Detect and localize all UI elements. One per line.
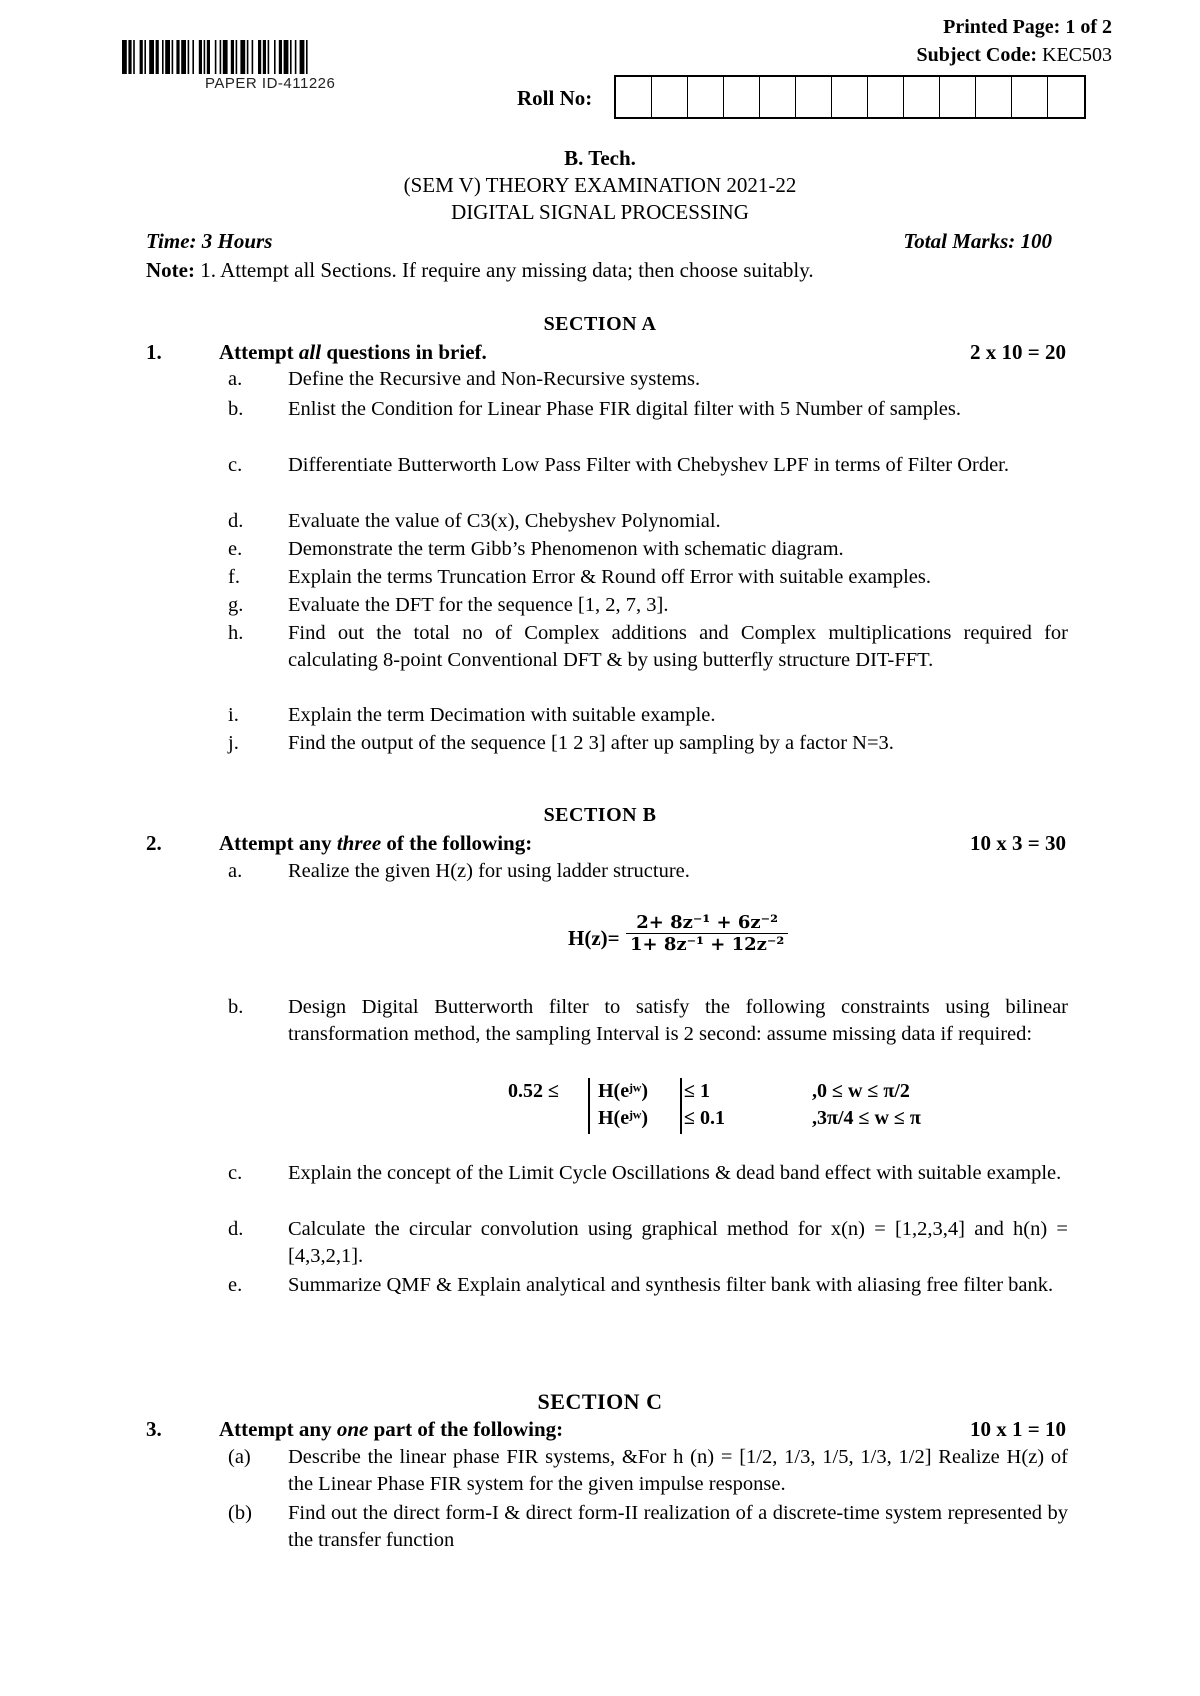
question-letter: i. (228, 704, 239, 726)
question-item (228, 620, 1068, 674)
question-item (228, 564, 1068, 591)
section-a-marks: 2 x 10 = 20 (970, 340, 1066, 364)
degree-title: B. Tech. (564, 146, 636, 170)
question-letter: d. (228, 1218, 244, 1240)
hz-fraction (626, 912, 788, 955)
roll-number-box[interactable] (616, 77, 652, 117)
question-text: Explain the terms Truncation Error & Round off Error with suitable examples. (288, 566, 931, 588)
question-letter: h. (228, 622, 244, 644)
ineq-h1: H(eʲʷ) (598, 1080, 649, 1102)
note-label: Note: (146, 258, 195, 282)
question-letter: b. (228, 996, 244, 1018)
question-item (228, 730, 1068, 757)
question-text: Demonstrate the term Gibb’s Phenomenon with schematic diagram. (288, 538, 844, 560)
question-text: Enlist the Condition for Linear Phase FIR digital filter with 5 Number of samples. (288, 398, 961, 420)
question-letter: c. (228, 454, 243, 476)
ineq-c1: ,0 ≤ w ≤ π/2 (812, 1080, 910, 1102)
question-item (228, 994, 1068, 1048)
question-item (228, 396, 1068, 423)
question-letter: a. (228, 860, 243, 882)
roll-number-box[interactable] (688, 77, 724, 117)
section-a-qnum: 1. (146, 340, 162, 364)
paper-id: PAPER ID-411226 (205, 75, 336, 92)
ineq-lower: 0.52 ≤ (508, 1080, 559, 1102)
subject-code-value: KEC503 (1042, 44, 1112, 66)
question-text: Differentiate Butterworth Low Pass Filter with Chebyshev LPF in terms of Filter Order. (288, 454, 1010, 476)
question-letter: e. (228, 538, 243, 560)
note (146, 258, 814, 283)
ineq-r2: ≤ 0.1 (684, 1107, 725, 1129)
barcode (122, 40, 458, 74)
roll-number-box[interactable] (832, 77, 868, 117)
roll-number-box[interactable] (868, 77, 904, 117)
question-text: Describe the linear phase FIR systems, &For h (n) = [1/2, 1/3, 1/5, 1/3, 1/2] Realize H(z) of the Linear Phase FIR system for the given impulse response. (288, 1446, 1068, 1495)
abs-bar-right (680, 1078, 682, 1134)
roll-number-box[interactable] (652, 77, 688, 117)
roll-number-box[interactable] (796, 77, 832, 117)
section-c-marks: 10 x 1 = 10 (970, 1417, 1066, 1441)
roll-number-box[interactable] (760, 77, 796, 117)
question-item (228, 366, 1068, 393)
roll-number-box[interactable] (1012, 77, 1048, 117)
question-item (228, 452, 1068, 479)
question-letter: e. (228, 1274, 243, 1296)
subject-code (916, 44, 1112, 67)
roll-number-box[interactable] (724, 77, 760, 117)
question-letter: d. (228, 510, 244, 532)
exam-time: Time: 3 Hours (146, 229, 273, 253)
question-item (228, 858, 1068, 885)
section-b-heading: SECTION B (543, 804, 657, 826)
hz-label: H(z)= (568, 926, 620, 950)
question-letter: b. (228, 398, 244, 420)
question-text: Summarize QMF & Explain analytical and synthesis filter bank with aliasing free filter bank. (288, 1274, 1054, 1296)
question-text: Calculate the circular convolution using graphical method for x(n) = [1,2,3,4] and h(n) = [4,3,2,1]. (288, 1218, 1068, 1267)
question-text: Design Digital Butterworth filter to satisfy the following constraints using bilinear transformation method, the sampling Interval is 2 second: assume missing data if required: (288, 996, 1068, 1045)
roll-number-box[interactable] (976, 77, 1012, 117)
question-letter: (a) (228, 1446, 251, 1468)
roll-label: Roll No: (517, 86, 593, 110)
question-text: Evaluate the DFT for the sequence [1, 2, 7, 3]. (288, 594, 669, 616)
section-c-qnum: 3. (146, 1417, 162, 1441)
roll-number-box[interactable] (940, 77, 976, 117)
ineq-h2: H(eʲʷ) (598, 1107, 649, 1129)
question-letter: f. (228, 566, 240, 588)
abs-bar-left (588, 1078, 590, 1134)
question-item (228, 1444, 1068, 1498)
question-text: Realize the given H(z) for using ladder structure. (288, 860, 690, 882)
question-letter: c. (228, 1162, 243, 1184)
question-text: Explain the concept of the Limit Cycle Oscillations & dead band effect with suitable example. (288, 1162, 1062, 1184)
section-a-heading: SECTION A (543, 313, 657, 335)
hz-denominator: 1+ 8z⁻¹ + 12z⁻² (630, 934, 785, 955)
question-item (228, 592, 1068, 619)
ineq-r1: ≤ 1 (684, 1080, 710, 1102)
ineq-c2: ,3π/4 ≤ w ≤ π (812, 1107, 921, 1129)
question-item (228, 1272, 1068, 1299)
question-letter: g. (228, 594, 244, 616)
question-text: Find the output of the sequence [1 2 3] after up sampling by a factor N=3. (288, 732, 894, 754)
subject-title: DIGITAL SIGNAL PROCESSING (451, 200, 749, 224)
roll-number-grid[interactable] (614, 75, 1086, 119)
question-text: Find out the direct form-I & direct form-II realization of a discrete-time system represented by the transfer function (288, 1502, 1068, 1551)
hz-numerator: 2+ 8z⁻¹ + 6z⁻² (626, 912, 788, 934)
question-letter: j. (228, 732, 239, 754)
section-b-marks: 10 x 3 = 30 (970, 831, 1066, 855)
question-item (228, 536, 1068, 563)
total-marks: Total Marks: 100 (903, 229, 1052, 253)
question-text: Explain the term Decimation with suitable example. (288, 704, 716, 726)
section-b-instruction: Attempt any three of the following: (219, 831, 533, 855)
question-item (228, 508, 1068, 535)
question-letter: (b) (228, 1502, 252, 1524)
question-letter: a. (228, 368, 243, 390)
section-a-instruction: Attempt all questions in brief. (219, 340, 487, 364)
question-item (228, 702, 1068, 729)
question-text: Define the Recursive and Non-Recursive systems. (288, 368, 701, 390)
printed-page: Printed Page: 1 of 2 (943, 16, 1112, 38)
question-text: Evaluate the value of C3(x), Chebyshev Polynomial. (288, 510, 721, 532)
question-item (228, 1500, 1068, 1554)
section-b-qnum: 2. (146, 831, 162, 855)
question-item (228, 1216, 1068, 1270)
section-c-instruction: Attempt any one part of the following: (219, 1417, 564, 1441)
note-text: 1. Attempt all Sections. If require any missing data; then choose suitably. (200, 258, 814, 282)
exam-title: (SEM V) THEORY EXAMINATION 2021-22 (403, 173, 797, 197)
roll-number-box[interactable] (904, 77, 940, 117)
section-c-heading: SECTION C (537, 1389, 663, 1414)
question-item (228, 1160, 1068, 1187)
question-text: Find out the total no of Complex additions and Complex multiplications required for calculating 8-point Conventional DFT & by using butterfly structure DIT-FFT. (288, 622, 1068, 671)
subject-code-label: Subject Code: (916, 44, 1037, 66)
roll-number-box[interactable] (1048, 77, 1084, 117)
